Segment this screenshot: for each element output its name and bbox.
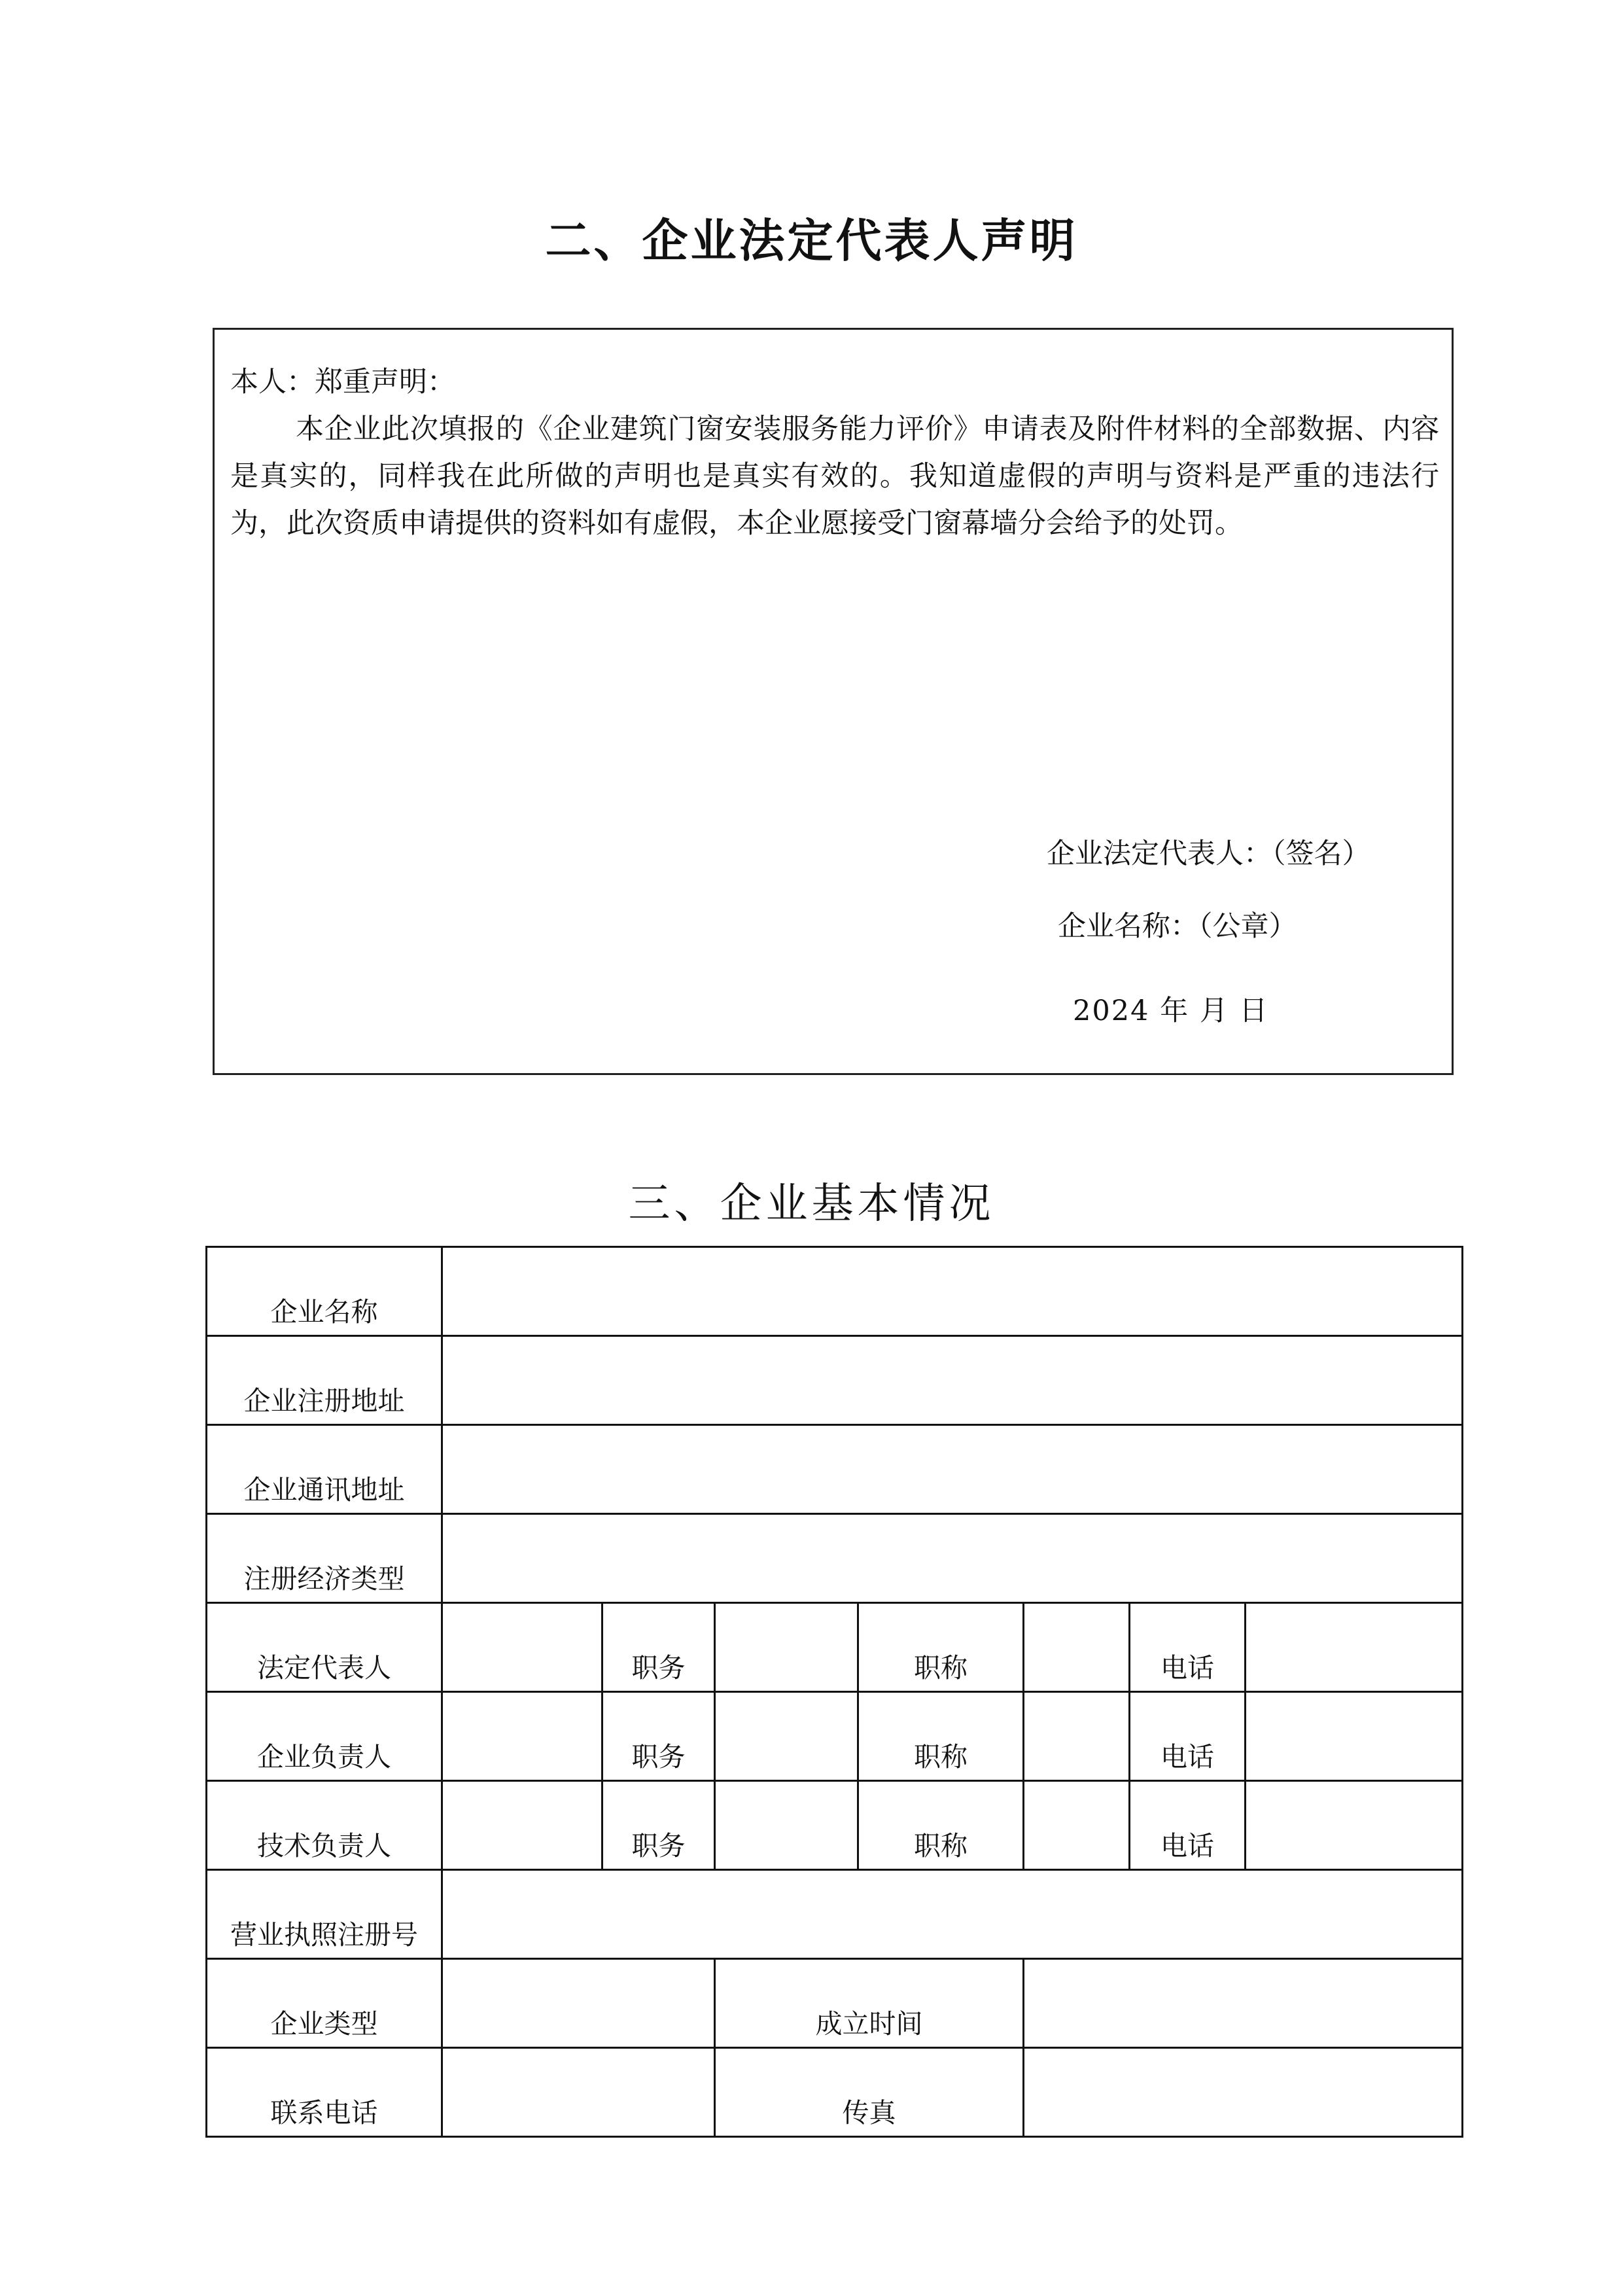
label-title: 职称 bbox=[858, 1781, 1024, 1870]
table-row bbox=[207, 1514, 1463, 1603]
label-mailing-address: 企业通讯地址 bbox=[207, 1425, 442, 1514]
date-line: 2024 年 月 日 bbox=[1073, 995, 1269, 1027]
label-position: 职务 bbox=[602, 1603, 715, 1692]
field-company-head-phone[interactable] bbox=[1246, 1692, 1463, 1781]
field-company-type[interactable] bbox=[442, 1959, 715, 2048]
table-row bbox=[207, 2048, 1463, 2137]
label-company-head: 企业负责人 bbox=[207, 1692, 442, 1781]
label-founded: 成立时间 bbox=[715, 1959, 1024, 2048]
table-row bbox=[207, 1336, 1463, 1425]
table-row bbox=[207, 1870, 1463, 1959]
label-company-type: 企业类型 bbox=[207, 1959, 442, 2048]
label-fax: 传真 bbox=[715, 2048, 1024, 2137]
label-title: 职称 bbox=[858, 1603, 1024, 1692]
declaration-body: 本企业此次填报的《企业建筑门窗安装服务能力评价》申请表及附件材料的全部数据、内容是真实的，同样我在此所做的声明也是真实有效的。我知道虚假的声明与资料是严重的违法行为，此次资质申请提供的资料如有虚假，本企业愿接受门窗幕墙分会给予的处罚。 bbox=[230, 413, 1439, 540]
label-position: 职务 bbox=[602, 1781, 715, 1870]
label-phone: 电话 bbox=[1130, 1692, 1246, 1781]
table-row bbox=[207, 1959, 1463, 2048]
table-row bbox=[207, 1247, 1463, 1336]
field-tech-head-name[interactable] bbox=[442, 1781, 602, 1870]
field-tech-head-position[interactable] bbox=[715, 1781, 858, 1870]
field-legal-rep-title[interactable] bbox=[1024, 1603, 1130, 1692]
table-row bbox=[207, 1692, 1463, 1781]
field-tech-head-title[interactable] bbox=[1024, 1781, 1130, 1870]
label-tech-head: 技术负责人 bbox=[207, 1781, 442, 1870]
declaration-intro: 本人：郑重声明： bbox=[230, 366, 455, 398]
signature-label: 企业法定代表人：（签名） bbox=[1047, 838, 1370, 870]
section-title-basic-info: 三、企业基本情况 bbox=[628, 1180, 995, 1228]
table-row bbox=[207, 1781, 1463, 1870]
company-seal-label: 企业名称：（公章） bbox=[1058, 910, 1297, 943]
label-legal-rep: 法定代表人 bbox=[207, 1603, 442, 1692]
field-company-head-name[interactable] bbox=[442, 1692, 602, 1781]
field-contact-phone[interactable] bbox=[442, 2048, 715, 2137]
field-company-name[interactable] bbox=[442, 1247, 1463, 1336]
field-legal-rep-position[interactable] bbox=[715, 1603, 858, 1692]
field-mailing-address[interactable] bbox=[442, 1425, 1463, 1514]
field-founded[interactable] bbox=[1024, 1959, 1463, 2048]
field-economic-type[interactable] bbox=[442, 1514, 1463, 1603]
basic-info-table bbox=[205, 1246, 1463, 2138]
label-contact-phone: 联系电话 bbox=[207, 2048, 442, 2137]
field-legal-rep-phone[interactable] bbox=[1246, 1603, 1463, 1692]
field-company-head-title[interactable] bbox=[1024, 1692, 1130, 1781]
label-position: 职务 bbox=[602, 1692, 715, 1781]
label-registered-address: 企业注册地址 bbox=[207, 1336, 442, 1425]
field-registered-address[interactable] bbox=[442, 1336, 1463, 1425]
table-row bbox=[207, 1603, 1463, 1692]
field-fax[interactable] bbox=[1024, 2048, 1463, 2137]
label-license-no: 营业执照注册号 bbox=[207, 1870, 442, 1959]
label-phone: 电话 bbox=[1130, 1603, 1246, 1692]
label-phone: 电话 bbox=[1130, 1781, 1246, 1870]
field-license-no[interactable] bbox=[442, 1870, 1463, 1959]
label-economic-type: 注册经济类型 bbox=[207, 1514, 442, 1603]
section-title-declaration: 二、企业法定代表人声明 bbox=[545, 214, 1078, 268]
table-row bbox=[207, 1425, 1463, 1514]
field-company-head-position[interactable] bbox=[715, 1692, 858, 1781]
label-company-name: 企业名称 bbox=[207, 1247, 442, 1336]
field-legal-rep-name[interactable] bbox=[442, 1603, 602, 1692]
label-title: 职称 bbox=[858, 1692, 1024, 1781]
field-tech-head-phone[interactable] bbox=[1246, 1781, 1463, 1870]
